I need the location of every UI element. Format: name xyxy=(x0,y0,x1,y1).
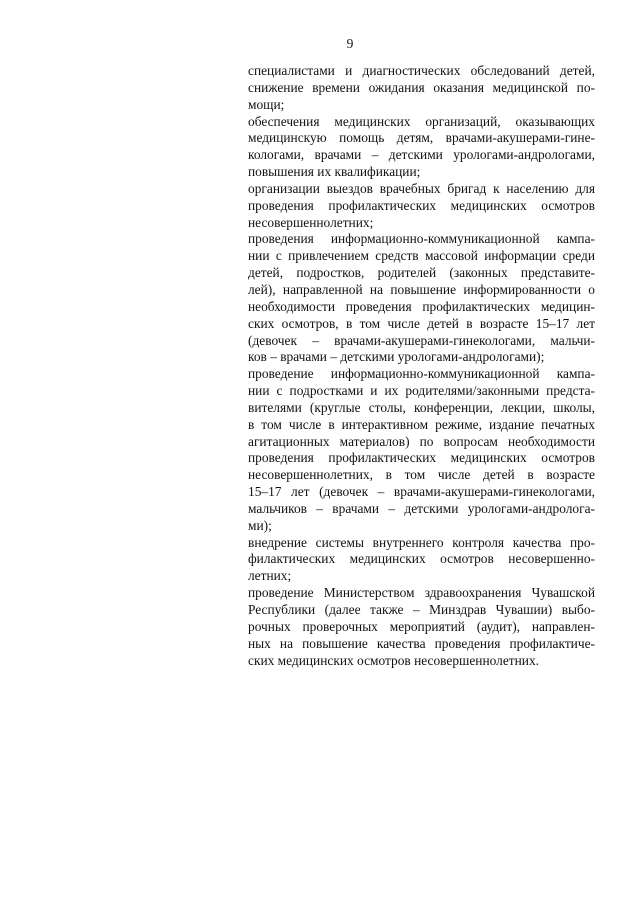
text-line: повышения их квалификации; xyxy=(248,164,421,180)
text-line: ских медицинских осмотров несовершеннолетних. xyxy=(248,652,539,668)
text-line: Республики (далее также – Минздрав Чувашии) выбо- xyxy=(248,602,595,617)
text-line: агитационных материалов) по вопросам необходимости xyxy=(248,433,595,449)
text-line: обеспечения медицинских организаций, оказывающих xyxy=(248,113,595,129)
page-number: 9 xyxy=(346,36,354,51)
text-line: филактических медицинских осмотров несовершенно- xyxy=(248,551,595,567)
text-line: ских осмотров, в том числе детей в возрасте 15–17 лет xyxy=(248,315,595,331)
text-line: рочных проверочных мероприятий (аудит), направлен- xyxy=(248,618,595,634)
text-line: необходимости проведения профилактических медицин- xyxy=(248,298,595,314)
text-line: несовершеннолетних, в том числе детей в возрасте xyxy=(248,467,595,483)
text-line: проведение информационно-коммуникационной кампа- xyxy=(248,366,595,382)
text-line: ных на повышение качества проведения профилактиче- xyxy=(248,635,595,651)
document-body xyxy=(248,63,595,669)
text-line: медицинскую помощь детям, врачами-акушерами-гине- xyxy=(248,130,595,146)
text-line: 15–17 лет (девочек – врачами-акушерами-гинекологами, xyxy=(248,484,595,500)
text-line: летних; xyxy=(248,568,292,584)
text-line: проведения профилактических медицинских осмотров xyxy=(248,450,595,466)
text-line: организации выездов врачебных бригад к населению для xyxy=(248,180,595,196)
text-line: детей, подростков, родителей (законных представите- xyxy=(248,265,595,281)
text-line: в том числе в интерактивном режиме, издание печатных xyxy=(248,416,595,432)
text-line: лей), направленной на повышение информированности о xyxy=(248,281,595,297)
text-line: мальчиков – врачами – детскими урологами-андролога- xyxy=(248,500,595,516)
text-line: проведения профилактических медицинских осмотров xyxy=(248,197,595,213)
text-line: несовершеннолетних; xyxy=(248,214,374,230)
text-line: вителями (круглые столы, конференции, лекции, школы, xyxy=(248,399,595,415)
text-line: ми); xyxy=(248,517,272,533)
text-line: проведение Министерством здравоохранения Чувашской xyxy=(248,585,595,601)
text-line: кологами, врачами – детскими урологами-андрологами, xyxy=(248,147,595,163)
text-line: нии с привлечением средств массовой информации среди xyxy=(248,248,595,264)
text-line: внедрение системы внутреннего контроля качества про- xyxy=(248,534,595,550)
text-line: проведения информационно-коммуникационной кампа- xyxy=(248,231,595,247)
text-line: мощи; xyxy=(248,96,285,112)
text-line: снижение времени ожидания оказания медицинской по- xyxy=(248,79,595,95)
text-line: ков – врачами – детскими урологами-андрологами); xyxy=(248,349,545,365)
text-line: специалистами и диагностических обследований детей, xyxy=(248,63,595,78)
text-line: (девочек – врачами-акушерами-гинекологами, мальчи- xyxy=(248,332,595,348)
text-line: нии с подростками и их родителями/законными предста- xyxy=(248,383,595,399)
